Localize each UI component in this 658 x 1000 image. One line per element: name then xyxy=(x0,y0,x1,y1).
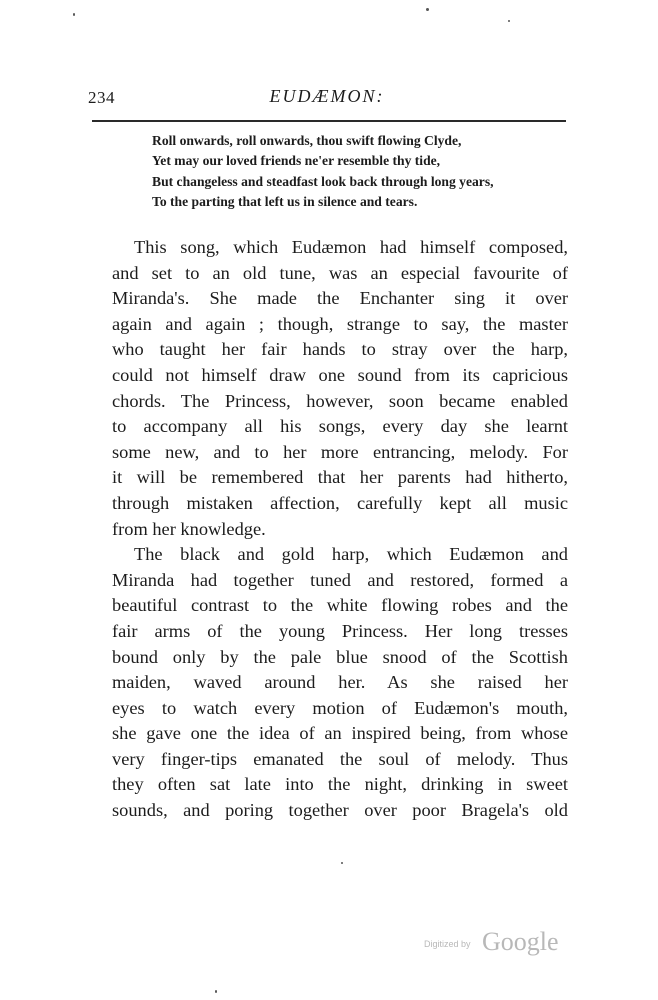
text-line: it will be remembered that her parents had hitherto, xyxy=(112,467,568,488)
text-line: they often sat late into the night, drinking in sweet xyxy=(112,774,568,795)
text-line: through mistaken affection, carefully kept all music xyxy=(112,492,568,513)
verse-line: Roll onwards, roll onwards, thou swift flowing Clyde, xyxy=(152,133,462,148)
verse-line: Yet may our loved friends ne'er resemble thy tide, xyxy=(152,153,441,169)
text-line: Miranda had together tuned and restored, formed a xyxy=(112,569,568,590)
text-line: she gave one the idea of an inspired being, from whose xyxy=(112,723,568,744)
text-line: fair arms of the young Princess. Her long tresses xyxy=(112,620,568,641)
page-number: 234 xyxy=(88,88,115,107)
text-line: bound only by the pale blue snood of the Scottish xyxy=(112,646,568,667)
text-line: some new, and to her more entrancing, melody. For xyxy=(112,441,568,462)
text-line: Miranda's. She made the Enchanter sing it over xyxy=(112,288,568,309)
paragraph xyxy=(90,542,568,824)
print-speck xyxy=(341,862,343,864)
text-line: This song, which Eudæmon had himself composed, xyxy=(134,237,568,257)
verse-line: But changeless and steadfast look back through long years, xyxy=(152,173,494,189)
print-speck xyxy=(508,20,510,22)
text-line: again and again ; though, strange to say, the master xyxy=(112,313,568,334)
print-speck xyxy=(73,13,75,16)
digitized-watermark xyxy=(424,927,564,957)
text-line: who taught her fair hands to stray over the harp, xyxy=(112,339,568,360)
running-title: EUDÆMON: xyxy=(269,86,385,106)
text-line: beautiful contrast to the white flowing robes and the xyxy=(112,595,568,616)
header-rule xyxy=(92,120,566,122)
text-line: and set to an old tune, was an especial favourite of xyxy=(112,262,568,283)
verse-line: To the parting that left us in silence and tears. xyxy=(152,193,418,209)
print-speck xyxy=(215,990,217,993)
text-line: sounds, and poring together over poor Bragela's old xyxy=(112,800,568,821)
text-line: chords. The Princess, however, soon became enabled xyxy=(112,390,568,411)
text-line: could not himself draw one sound from its capricious xyxy=(112,364,568,385)
paragraph xyxy=(90,235,568,542)
page-header xyxy=(88,86,566,112)
print-speck xyxy=(426,8,429,11)
verse-stanza xyxy=(152,131,572,212)
text-line: very finger-tips emanated the soul of melody. Thus xyxy=(112,748,568,769)
text-line: maiden, waved around her. As she raised her xyxy=(112,672,568,693)
google-logo: Google xyxy=(482,927,559,956)
watermark-prefix: Digitized by xyxy=(424,939,471,949)
body-text xyxy=(90,235,568,824)
text-line: from her knowledge. xyxy=(112,518,266,539)
text-line: to accompany all his songs, every day she learnt xyxy=(112,416,568,437)
text-line: eyes to watch every motion of Eudæmon's mouth, xyxy=(112,697,568,718)
text-line: The black and gold harp, which Eudæmon and xyxy=(134,544,568,565)
